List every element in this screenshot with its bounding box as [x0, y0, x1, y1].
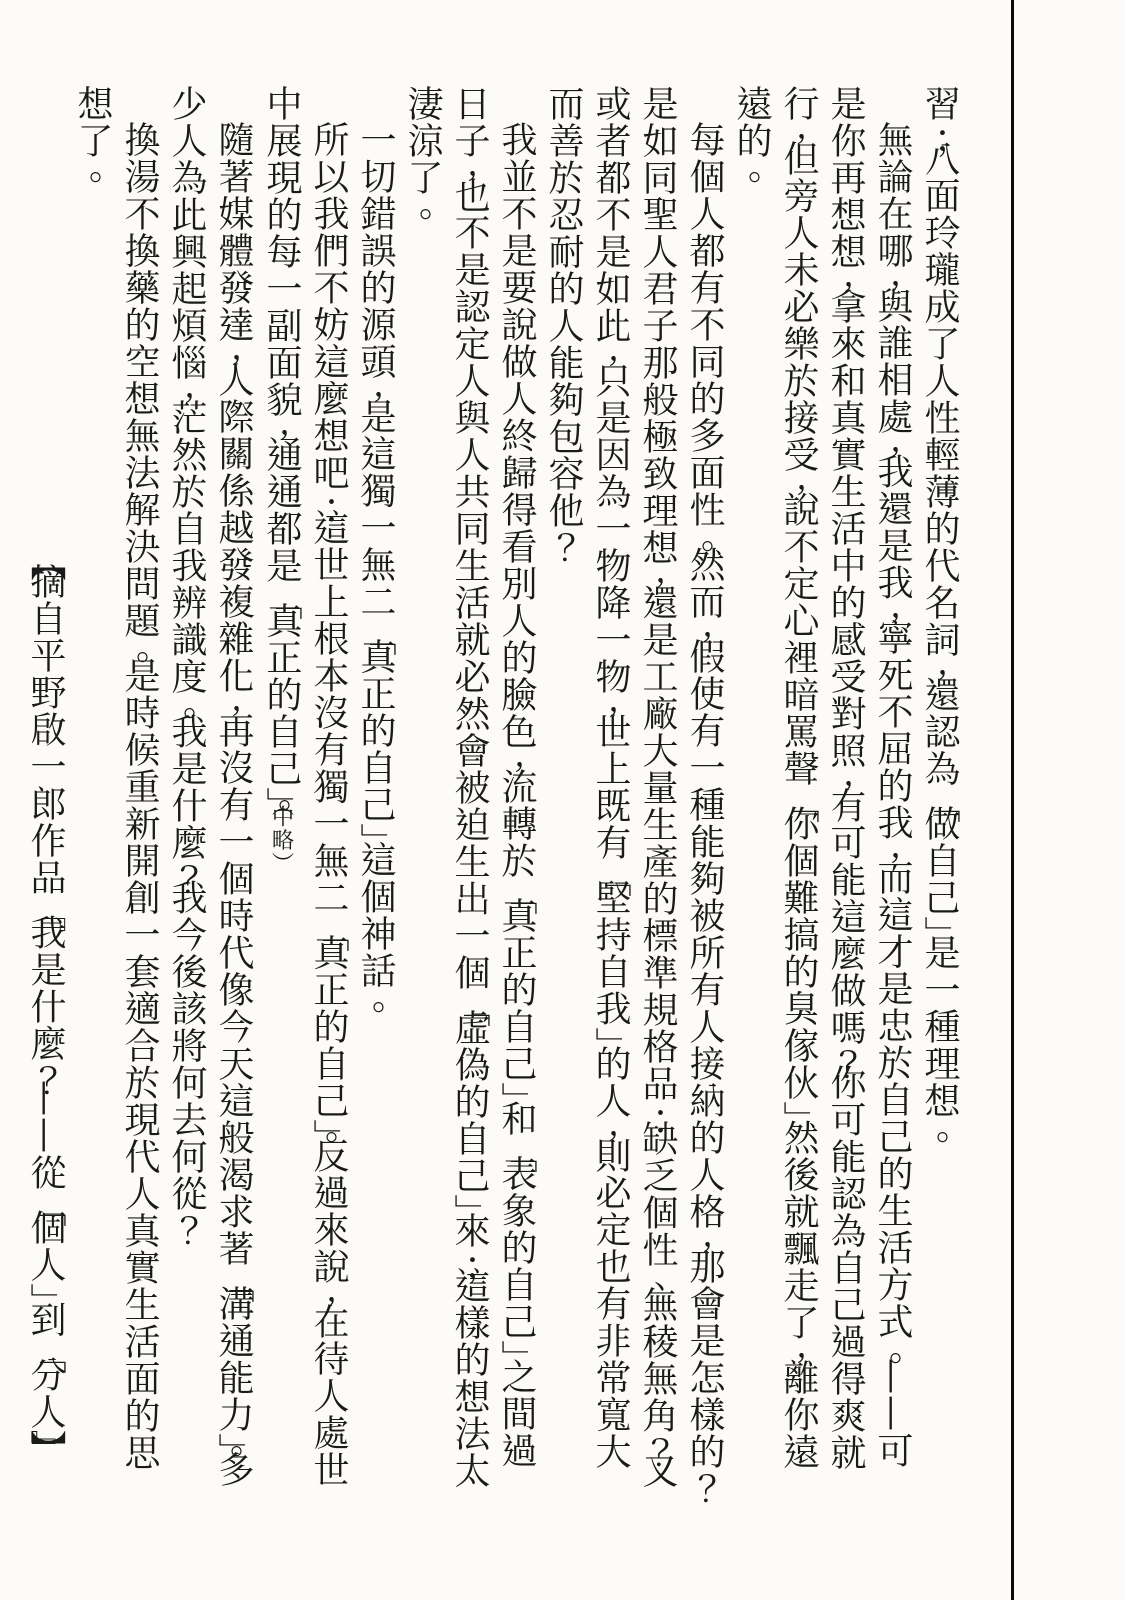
page-edge-rule: [1011, 0, 1014, 1600]
paragraph-continuation: 習；八面玲瓏成了人性輕薄的代名詞，還認為「做自己」是一種理想。: [919, 85, 960, 1137]
paragraph-text: 所以我們不妨這麼想吧：這世上根本沒有獨一無二「真正的自己。反過來說，在待人處世中展現的每一副面貌，通通都是「真正的自己。: [261, 85, 349, 1488]
paragraph: 換湯不換藥的空想無法解決問題。是時候重新開創一套適合於現代人真實生活面的思想了。: [72, 85, 160, 1471]
paragraph: 無論在哪，與誰相處，我還是我，寧死不屈的我，而這才是忠於自己的生活方式。——可是你再想想，拿來和真實生活中的感受對照，有可能這麼做嗎？你可能認為自己過得爽就行，但旁人未必樂於接受，說不定心裡暗罵聲「你個難搞的臭傢伙」然後就飄走了，離你遠遠的。: [731, 85, 913, 1471]
paragraph: 我並不是要說做人終歸得看別人的臉色，流轉於「真正的自己」和「表象的自己」之間過日子，也不是認定人與人共同生活就必然會被迫生出一個「虛偽的自己」來；這樣的想法太淒涼了。: [402, 85, 537, 1489]
article-text: [25, 85, 963, 1505]
paragraph: 一切錯誤的源頭，是這獨一無二「真正的自己」這個神話。: [355, 121, 396, 1007]
paragraph: 隨著媒體發達，人際關係越發複雜化，再沒有一個時代像今天這般渴求著「溝通能力。多少人為此興起煩惱，茫然於自我辨識度。我是什麼？我今後該將何去何從？: [166, 85, 254, 1488]
ellipsis-note: （中略）: [268, 805, 294, 863]
source-citation: 【摘自平野啟一郎作品『我是什麼？——從「個人」到「分人】: [25, 545, 66, 1448]
paragraph: [257, 85, 352, 1505]
paragraph: 每個人都有不同的多面性。然而，假使有一種能夠被所有人接納的人格，那會是怎樣的？是如同聖人君子那般極致理想，還是工廠大量生產的標準規格品：缺乏個性、無稜無角？又或者都不是如此，只是因為一物降一物，世上既有「堅持自我」的人，則必定也有非常寬大而善於忍耐的人能夠包容他？: [543, 85, 725, 1489]
